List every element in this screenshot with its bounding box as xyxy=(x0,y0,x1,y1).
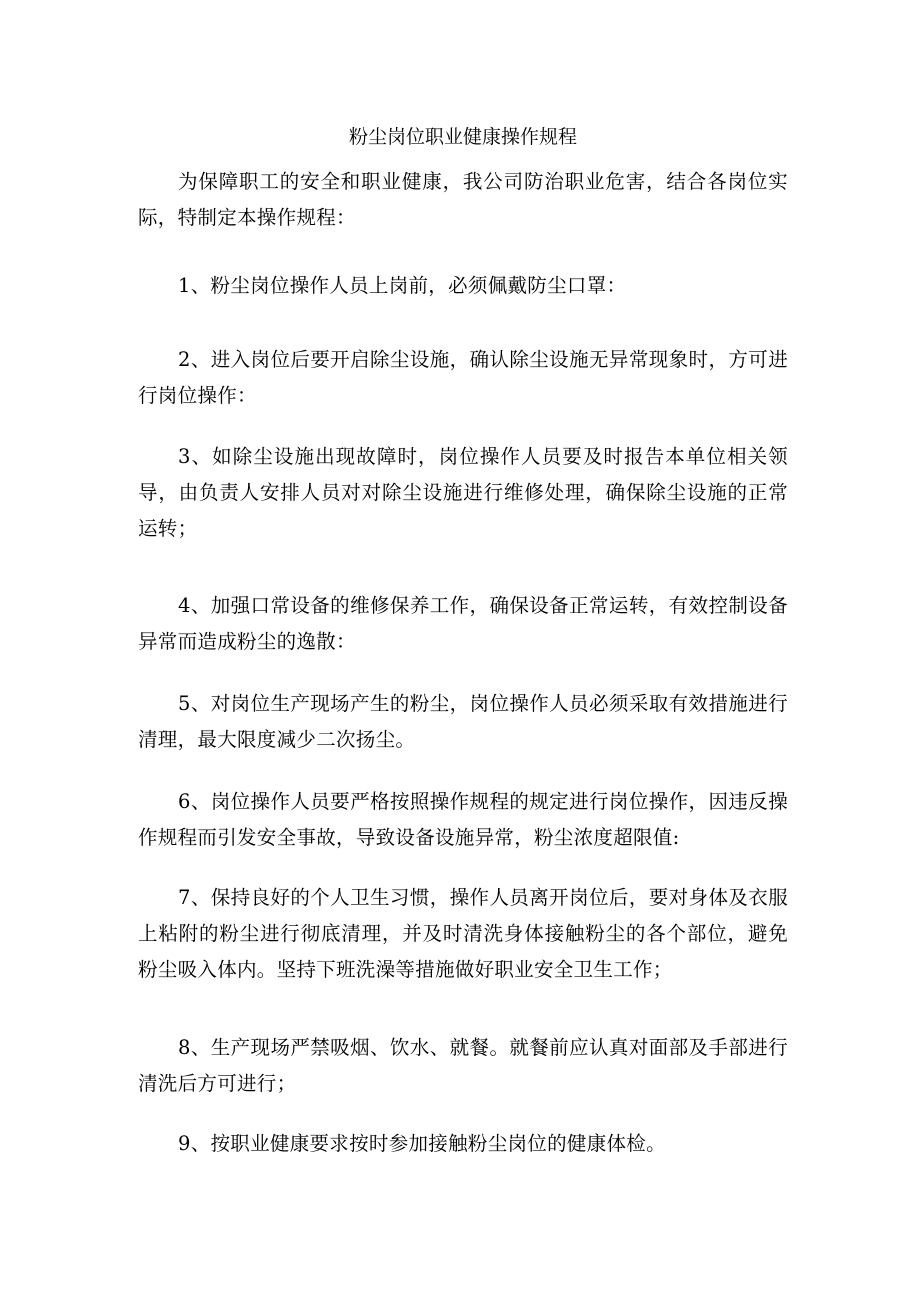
rule-item-5: 5、对岗位生产现场产生的粉尘，岗位操作人员必须采取有效措施进行清理，最大限度减少二次扬尘。 xyxy=(138,692,788,751)
rule-item-1: 1、粉尘岗位操作人员上岗前，必须佩戴防尘口罩： xyxy=(178,274,627,297)
rule-item-4: 4、加强口常设备的维修保养工作，确保设备正常运转，有效控制设备异常而造成粉尘的逸散： xyxy=(138,594,788,653)
rule-item-3: 3、如除尘设施出现故障时，岗位操作人员要及时报告本单位相关领导，由负责人安排人员对对除尘设施进行维修处理，确保除尘设施的正常运转； xyxy=(138,445,788,540)
rule-item-9: 9、按职业健康要求按时参加接触粉尘岗位的健康体检。 xyxy=(178,1132,666,1155)
document-title: 粉尘岗位职业健康操作规程 xyxy=(348,126,577,148)
intro-paragraph: 为保障职工的安全和职业健康，我公司防治职业危害，结合各岗位实际，特制定本操作规程： xyxy=(138,170,788,229)
rule-item-8: 8、生产现场严禁吸烟、饮水、就餐。就餐前应认真对面部及手部进行清洗后方可进行； xyxy=(138,1036,788,1095)
rule-item-2: 2、进入岗位后要开启除尘设施，确认除尘设施无异常现象时，方可进行岗位操作： xyxy=(138,348,788,407)
rule-item-6: 6、岗位操作人员要严格按照操作规程的规定进行岗位操作，因违反操作规程而引发安全事故，导致设备设施异常，粉尘浓度超限值: xyxy=(138,790,788,849)
rule-item-7: 7、保持良好的个人卫生习惯，操作人员离开岗位后，要对身体及衣服上粘附的粉尘进行彻底清理，并及时清洗身体接触粉尘的各个部位，避免粉尘吸入体内。坚持下班洗澡等措施做好职业安全卫生工作； xyxy=(138,886,788,981)
